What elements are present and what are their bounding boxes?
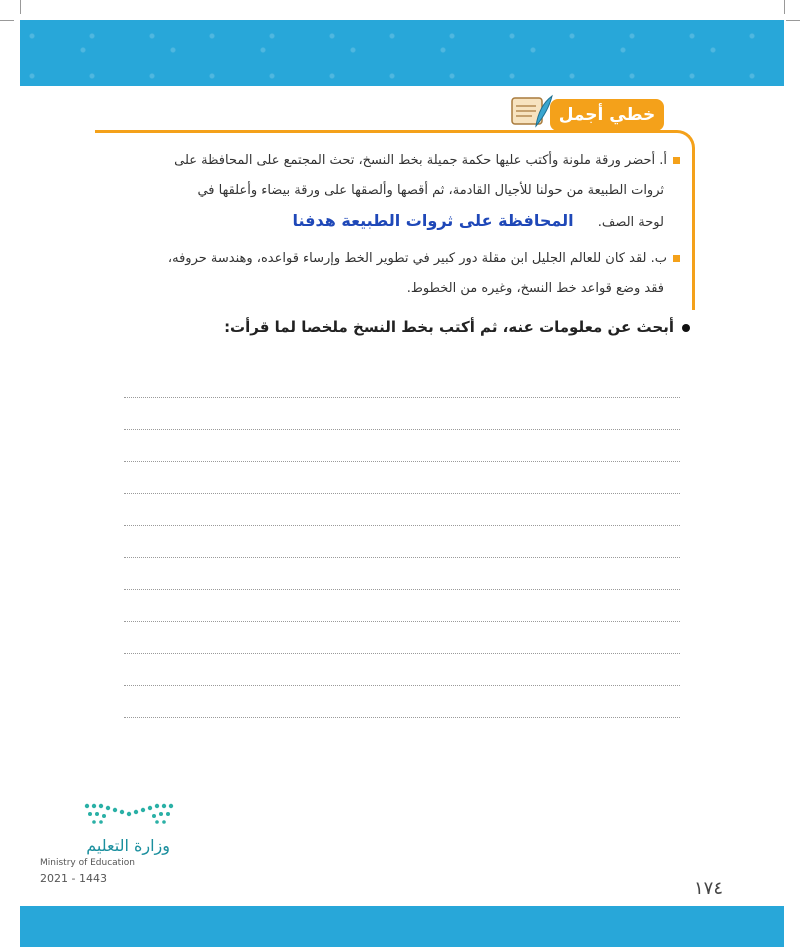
bullet-square-icon bbox=[673, 255, 680, 262]
edition-year: 2021 - 1443 bbox=[40, 872, 107, 885]
ministry-logo-dots-icon bbox=[82, 800, 177, 830]
exercise-b-text-2: فقد وضع قواعد خط النسخ، وغيره من الخطوط. bbox=[406, 281, 664, 296]
exercise-a-text-2: ثروات الطبيعة من حولنا للأجيال القادمة، ثم أقصها وألصقها على ورقة بيضاء وأعلقها في bbox=[197, 183, 664, 198]
writing-line[interactable] bbox=[124, 622, 680, 654]
section-title: خطي أجمل bbox=[550, 99, 664, 131]
writing-line[interactable] bbox=[124, 430, 680, 462]
writing-line[interactable] bbox=[124, 366, 680, 398]
writing-line[interactable] bbox=[124, 526, 680, 558]
exercise-a-label: أ. bbox=[659, 153, 667, 168]
writing-line[interactable] bbox=[124, 590, 680, 622]
ministry-name-arabic: وزارة التعليم bbox=[86, 836, 170, 855]
writing-line[interactable] bbox=[124, 686, 680, 718]
writing-line[interactable] bbox=[124, 494, 680, 526]
task-text: أبحث عن معلومات عنه، ثم أكتب بخط النسخ ملخصا لما قرأت: bbox=[224, 318, 674, 336]
writing-line[interactable] bbox=[124, 462, 680, 494]
exercise-b-line-1 bbox=[115, 244, 680, 274]
writing-lines[interactable] bbox=[124, 366, 680, 718]
exercise-a-line-1 bbox=[115, 146, 680, 176]
writing-line[interactable] bbox=[124, 398, 680, 430]
ministry-logo bbox=[40, 800, 180, 890]
ministry-name-english: Ministry of Education bbox=[40, 858, 135, 868]
exercise-a bbox=[115, 146, 680, 238]
exercise-b bbox=[115, 244, 680, 304]
exercise-b-text-1: لقد كان للعالم الجليل ابن مقلة دور كبير في تطوير الخط وإرساء قواعده، وهندسة حروفه، bbox=[167, 251, 647, 266]
exercise-b-line-2 bbox=[115, 274, 680, 304]
exercise-b-label: ب. bbox=[650, 251, 667, 266]
exercise-a-text-3: لوحة الصف. bbox=[597, 215, 664, 230]
exercise-a-line-2 bbox=[115, 176, 680, 206]
handwritten-answer: المحافظة على ثروات الطبيعة هدفنا bbox=[292, 211, 574, 230]
exercise-a-text-1: أحضر ورقة ملونة وأكتب عليها حكمة جميلة بخط النسخ، تحث المجتمع على المحافظة على bbox=[174, 153, 656, 168]
page-number: ١٧٤ bbox=[694, 878, 724, 899]
exercise-a-line-3 bbox=[115, 206, 680, 238]
bullet-dot-icon bbox=[682, 324, 690, 332]
scroll-quill-icon bbox=[506, 92, 554, 132]
writing-line[interactable] bbox=[124, 558, 680, 590]
task-instruction bbox=[120, 318, 690, 336]
bullet-square-icon bbox=[673, 157, 680, 164]
writing-line[interactable] bbox=[124, 654, 680, 686]
